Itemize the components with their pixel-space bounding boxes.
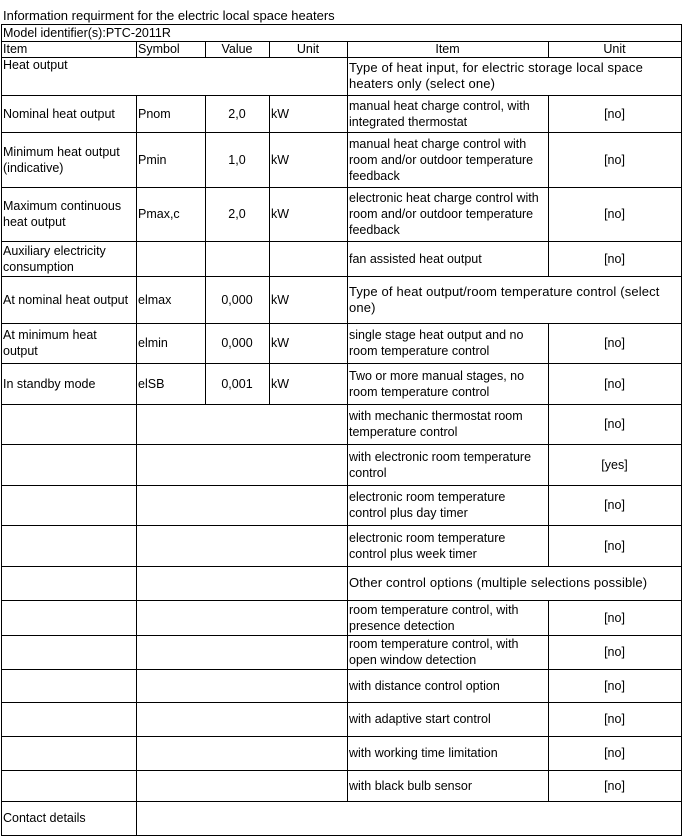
grid-line [347,41,348,58]
left-row-unit [269,241,347,276]
model-identifier: Model identifier(s):PTC-2011R [3,25,171,40]
left-row-unit: kW [271,292,290,307]
left-row-symbol [136,241,205,276]
left-row-value [205,241,269,276]
right-row-item: electronic room temperature control plus day timer [349,490,506,520]
right-row-value: [no] [604,106,625,121]
right-row-value: [no] [604,498,625,512]
right-row-item: manual heat charge control with room and/or outdoor temperature feedback [349,136,534,183]
left-empty-cell [1,566,136,600]
grid-line [681,24,682,836]
left-empty-cell [1,669,136,702]
right-row-value: [no] [604,746,625,760]
left-row-unit: kW [271,376,290,391]
left-empty-cell [136,635,205,669]
right-row-value: [no] [604,678,625,693]
right-row-value: [no] [604,376,625,391]
right-row-item: electronic room temperature control plus week timer [349,530,506,561]
header-unit: Unit [296,42,320,56]
right-row-item: single stage heat output and no room temperature control [349,328,524,358]
grid-line [136,41,137,58]
header-item-right: Item [435,42,460,56]
left-empty-cell [136,600,205,635]
left-empty-cell [136,702,205,736]
left-row-item: Minimum heat output (indicative) [3,144,120,175]
right-row-item: with adaptive start control [349,712,491,726]
left-row-item: At nominal heat output [3,292,129,307]
left-row-symbol: Pmin [138,152,167,167]
right-row-item: with mechanic thermostat room temperature control [349,409,523,439]
grid-line [1,835,682,836]
left-row-value: 0,001 [221,376,253,391]
left-row-symbol: elSB [138,376,165,391]
left-empty-cell [1,444,136,485]
left-empty-cell [1,404,136,444]
right-row-item: with black bulb sensor [349,778,472,793]
left-row-symbol: elmax [138,292,172,307]
table-title: Information requirment for the electric local space heaters [3,7,335,23]
right-section-heading: Type of heat output/room temperature control (select one) [349,283,660,315]
header-value: Value [221,42,253,56]
left-row-symbol: Pnom [138,106,171,121]
grid-line [205,41,206,58]
right-row-item: manual heat charge control, with integrated thermostat [349,98,530,129]
right-row-item: with working time limitation [349,746,498,760]
left-empty-cell [136,566,205,600]
left-row-unit: kW [271,336,290,350]
left-row-item: Heat output [3,58,68,72]
right-row-item: fan assisted heat output [349,251,482,266]
left-row-value: 2,0 [228,207,246,221]
left-empty-cell [136,404,205,444]
grid-line [548,41,549,58]
left-empty-cell [1,702,136,736]
right-row-value: [no] [604,538,625,553]
left-row-unit: kW [271,106,290,121]
left-row-value: 0,000 [221,292,253,307]
left-row-symbol: Pmax,c [138,207,180,221]
right-row-value: [no] [604,645,625,659]
left-row-symbol: elmin [138,336,168,350]
right-row-value: [no] [604,778,625,793]
right-row-item: room temperature control, with presence detection [349,602,519,633]
grid-line [1,41,682,42]
left-row-unit: kW [271,207,290,221]
right-row-value: [no] [604,712,625,726]
left-empty-cell [1,770,136,801]
left-empty-cell [1,525,136,566]
right-section-heading: Other control options (multiple selections possible) [349,575,648,590]
right-row-item: room temperature control, with open window detection [349,637,519,667]
right-row-value: [yes] [601,457,628,472]
header-unit-right: Unit [603,42,626,56]
left-empty-cell [136,669,205,702]
left-empty-cell [136,444,205,485]
left-row-value: 0,000 [221,336,253,350]
right-row-item: with electronic room temperature control [349,449,532,480]
left-row-item: At minimum heat output [3,328,97,358]
left-row-item: Maximum continuous heat output [3,199,122,229]
right-row-item: with distance control option [349,678,500,693]
left-empty-cell [136,525,205,566]
left-empty-cell [1,736,136,770]
left-row-value: 2,0 [228,106,246,121]
left-empty-cell [1,600,136,635]
left-row-item: Auxiliary electricity consumption [3,243,106,274]
left-empty-cell [136,770,205,801]
left-row-item: Nominal heat output [3,106,115,121]
left-empty-cell [136,485,205,525]
left-empty-cell [1,635,136,669]
left-empty-cell [1,485,136,525]
right-row-item: Two or more manual stages, no room temperature control [349,368,525,399]
header-item-left: Item [3,42,28,56]
right-section-heading: Type of heat input, for electric storage local space heaters only (select one) [349,60,643,91]
left-row-unit: kW [271,152,290,167]
right-row-value: [no] [604,152,625,167]
grid-line [269,41,270,58]
right-row-value: [no] [604,251,625,266]
contact-details-value [136,801,681,835]
left-row-value: 1,0 [228,152,246,167]
grid-line [1,24,682,25]
right-row-item: electronic heat charge control with room and/or outdoor temperature feedback [349,191,539,237]
contact-details-label: Contact details [3,811,86,825]
right-row-value: [no] [604,207,625,221]
right-row-value: [no] [604,417,625,431]
right-row-value: [no] [604,610,625,625]
left-row-item: In standby mode [3,376,96,391]
header-symbol: Symbol [138,42,180,56]
left-empty-cell [136,736,205,770]
right-row-value: [no] [604,336,625,350]
